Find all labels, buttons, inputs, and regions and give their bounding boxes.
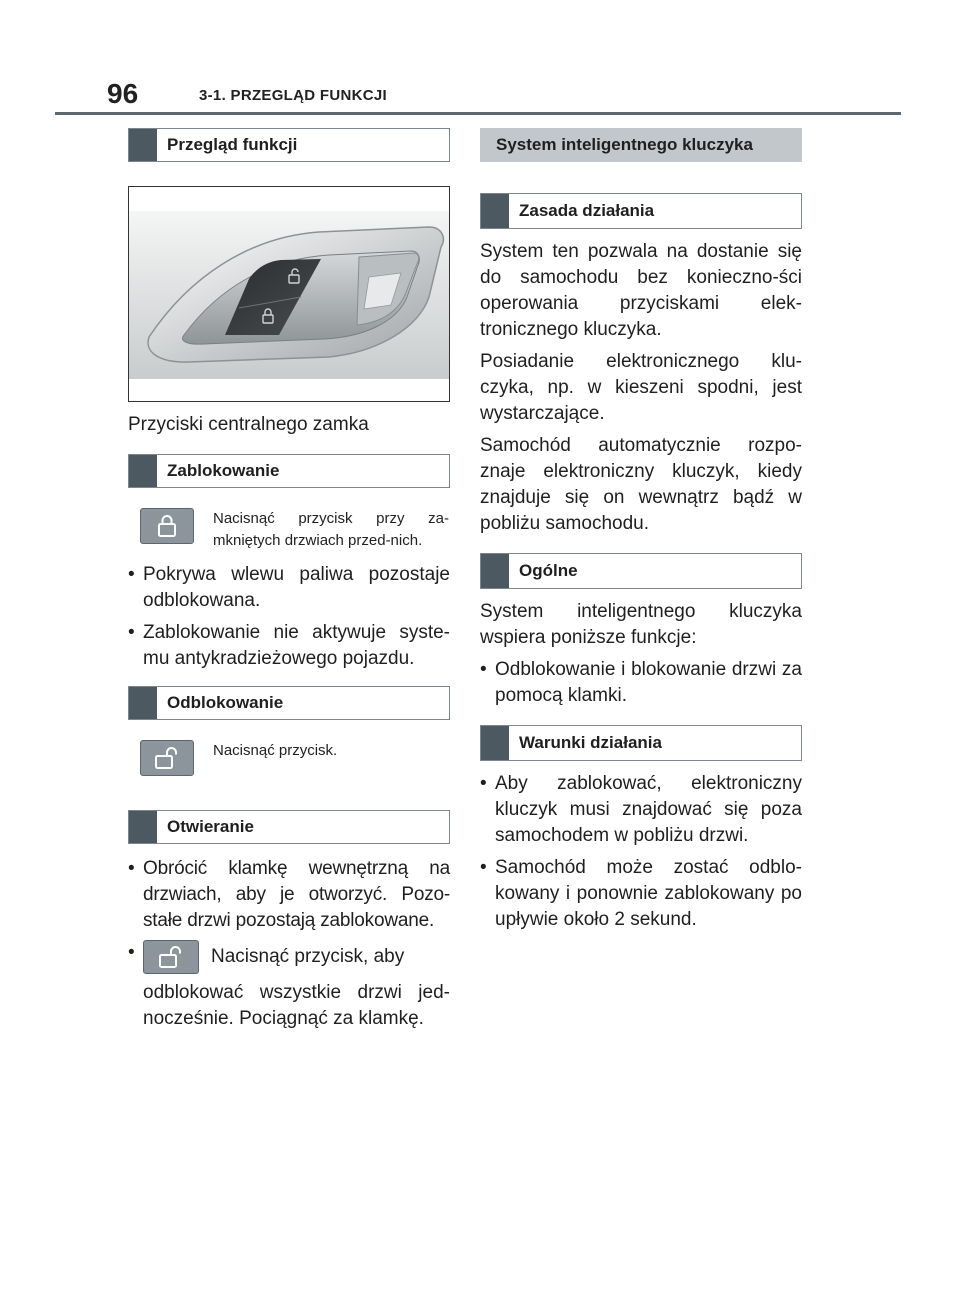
list-item: • Obrócić klamkę wewnętrzną na drzwiach, aby je otworzyć. Pozo-stałe drzwi pozostają zablokowane. bbox=[128, 856, 450, 934]
list-item: • Aby zablokować, elektroniczny kluczyk musi znajdować się poza samochodem w pobliżu drzwi. bbox=[480, 771, 802, 849]
left-column bbox=[128, 128, 450, 1038]
opening-bullets bbox=[128, 856, 450, 1032]
heading-warunki-dzialania bbox=[480, 725, 802, 761]
lock-note: Nacisnąć przycisk przy za-mkniętych drzwiach przed-nich. bbox=[213, 510, 449, 549]
figure-caption: Przyciski centralnego zamka bbox=[128, 414, 369, 435]
lock-closed-icon bbox=[156, 514, 178, 538]
heading-przeglad-funkcji bbox=[128, 128, 450, 162]
unlock-note: Nacisnąć przycisk. bbox=[213, 742, 338, 759]
heading-text: Ogólne bbox=[519, 561, 578, 580]
inline-instruction: • Nacisnąć przycisk, aby bbox=[211, 946, 405, 967]
paragraph: System ten pozwala na dostanie się do samochodu bez konieczno-ści operowania przyciskami elek-tronicznego kluczyka. bbox=[480, 241, 802, 340]
unlock-button bbox=[140, 740, 194, 776]
door-handle-illustration bbox=[129, 187, 449, 401]
unlock-instruction bbox=[128, 740, 450, 776]
paragraph: Posiadanie elektronicznego klu-czyka, np. w kieszeni spodni, jest wystarczające. bbox=[480, 351, 802, 424]
heading-text: System inteligentnego kluczyka bbox=[496, 135, 753, 154]
general-bullets bbox=[480, 657, 802, 709]
heading-text: Warunki działania bbox=[519, 733, 662, 752]
heading-zablokowanie bbox=[128, 454, 450, 488]
heading-system-inteligentnego-kluczyka bbox=[480, 128, 802, 162]
locking-bullets bbox=[128, 562, 450, 672]
heading-bar bbox=[129, 129, 157, 161]
lock-open-icon bbox=[158, 945, 184, 969]
heading-bar bbox=[129, 687, 157, 719]
door-handle-figure bbox=[128, 186, 450, 402]
page-number: 96 bbox=[107, 78, 139, 109]
heading-text: Przegląd funkcji bbox=[167, 135, 298, 154]
lock-button bbox=[140, 508, 194, 544]
heading-text: Zasada działania bbox=[519, 201, 655, 220]
heading-bar bbox=[481, 726, 509, 760]
conditions-bullets bbox=[480, 771, 802, 933]
list-item-with-button bbox=[128, 940, 450, 1032]
list-item: • Zablokowanie nie aktywuje syste-mu antykradzieżowego pojazdu. bbox=[128, 620, 450, 672]
list-item: • Samochód może zostać odblo-kowany i ponownie zablokowany po upływie około 2 sekund. bbox=[480, 855, 802, 933]
lock-instruction bbox=[128, 508, 450, 552]
list-item: • Odblokowanie i blokowanie drzwi za pomocą klamki. bbox=[480, 657, 802, 709]
paragraph: System inteligentnego kluczyka wspiera poniższe funkcje: bbox=[480, 601, 802, 648]
heading-bar bbox=[481, 194, 509, 228]
bullet-continuation: odblokować wszystkie drzwi jed-nocześnie. Pociągnąć za klamkę. bbox=[143, 982, 450, 1029]
unlock-button-inline bbox=[143, 940, 199, 974]
heading-otwieranie bbox=[128, 810, 450, 844]
heading-text: Otwieranie bbox=[167, 817, 254, 836]
heading-bar bbox=[129, 455, 157, 487]
header-rule bbox=[55, 112, 901, 115]
heading-zasada-dzialania bbox=[480, 193, 802, 229]
heading-odblokowanie bbox=[128, 686, 450, 720]
right-column bbox=[480, 128, 802, 939]
heading-bar bbox=[129, 811, 157, 843]
heading-text: Zablokowanie bbox=[167, 461, 280, 480]
heading-text: Odblokowanie bbox=[167, 693, 284, 712]
chapter-title: 3-1. PRZEGLĄD FUNKCJI bbox=[199, 87, 387, 104]
lock-open-icon bbox=[154, 746, 180, 770]
list-item: • Pokrywa wlewu paliwa pozostaje odblokowana. bbox=[128, 562, 450, 614]
heading-bar bbox=[481, 554, 509, 588]
heading-ogolne bbox=[480, 553, 802, 589]
paragraph: Samochód automatycznie rozpo-znaje elektroniczny kluczyk, kiedy znajduje się on wewnątrz bądź w pobliżu samochodu. bbox=[480, 435, 802, 534]
